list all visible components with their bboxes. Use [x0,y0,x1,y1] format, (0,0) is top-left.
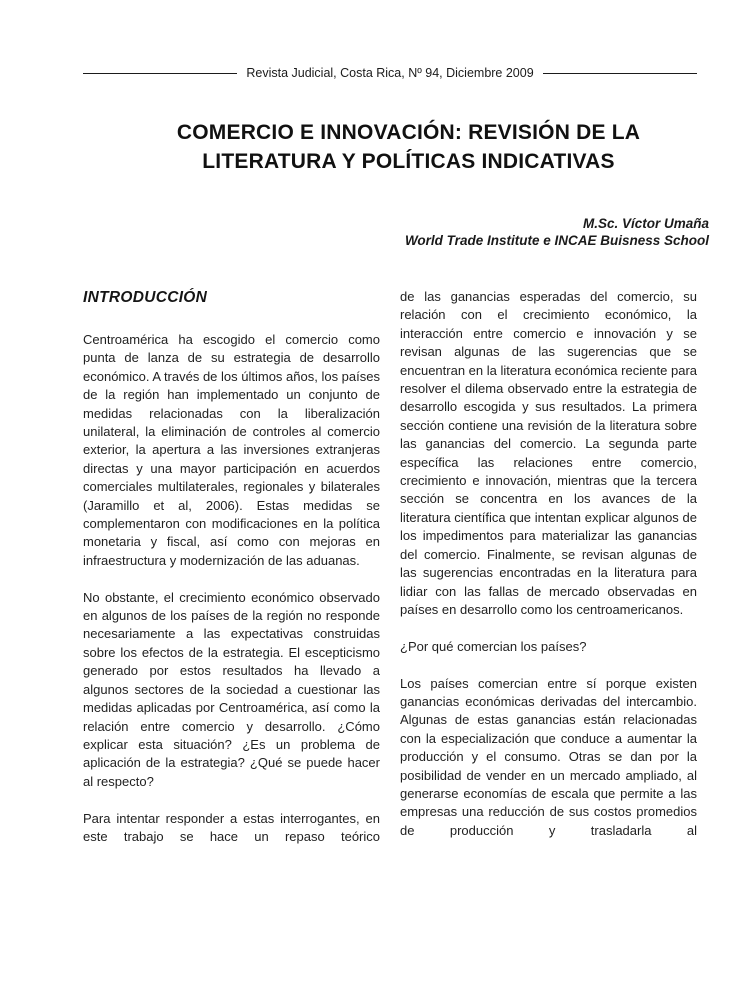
header-rule-left [83,73,237,74]
author-name: M.Sc. Víctor Umaña [582,216,709,231]
left-paragraph-2: No obstante, el crecimiento económico observado en algunos de los países de la región no responde necesariamente a las expectativas construidas sobre los efectos de la estrategia. El escepticismo generado por estos resultados ha llevado a algunos sectores de la sociedad a cuestionar las medidas aplicadas por Centroamérica, así como la relación entre comercio y desarrollo. ¿Cómo explicar esta situación? ¿Es un problema de aplicación de la estrategia? ¿Qué se puede hacer al respecto? [83,589,380,789]
introduction-heading: INTRODUCCIÓN [83,289,208,306]
journal-header-text: Revista Judicial, Costa Rica, Nº 94, Diciembre 2009 [246,66,534,80]
header-rule-right [543,73,697,74]
author-affiliation: World Trade Institute e INCAE Buisness School [404,233,709,248]
right-subsection-question: ¿Por qué comercian los países? [400,638,587,654]
right-paragraph-1: de las ganancias esperadas del comercio, su relación con el crecimiento económico, la interacción entre comercio e innovación y se revisan algunas de las sugerencias que se encuentran en la literatura económica reciente para resolver el dilema observado entre la estrategia de desarrollo escogida y sus resultados. La primera sección contiene una revisión de la literatura sobre las ganancias del comercio. La segunda parte específica las relaciones entre comercio, crecimiento e innovación, mientras que la tercera sección se concentra en los avances de la literatura científica que intentan explicar algunos de los impedimentos para materializar las ganancias del comercio. Finalmente, se revisan algunas de las sugerencias encontradas en la literatura para lidiar con las fallas de mercado observadas en países en desarrollo como los centroamericanos. [400,289,698,617]
left-paragraph-3: Para intentar responder a estas interrogantes, en este trabajo se hace un repaso teórico [83,810,380,844]
author-block [83,215,709,249]
journal-header [83,66,697,80]
right-column [400,288,697,865]
article-columns [83,288,697,865]
article-title-line2: LITERATURA Y POLÍTICAS INDICATIVAS [202,150,615,173]
article-title [37,118,743,176]
left-paragraph-1: Centroamérica ha escogido el comercio como punta de lanza de su estrategia de desarrollo económico. A través de los últimos años, los países de la región han implementado un conjunto de medidas relacionadas con la liberalización unilateral, la eliminación de controles al comercio exterior, la apertura a las inversiones extranjeras directas y una mayor participación en acuerdos comerciales multilaterales, regionales y bilaterales (Jaramillo et al, 2006). Estas medidas se complementaron con modificaciones en la política monetaria y fiscal, así como con mejoras en infraestructura y modernización de las aduanas. [83,332,380,568]
right-paragraph-2: Los países comercian entre sí porque existen ganancias económicas derivadas del intercambio. Algunas de estas ganancias están relacionadas con la especialización que conduce a aumentar la producción y el consumo. Otras se dan por la posibilidad de vender en un mercado ampliado, al generarse economías de escala que permite a las empresas una reducción de sus costos promedios de producción y trasladarla al [400,675,697,838]
left-column [83,288,380,865]
article-title-line1: COMERCIO E INNOVACIÓN: REVISIÓN DE LA [176,121,641,144]
